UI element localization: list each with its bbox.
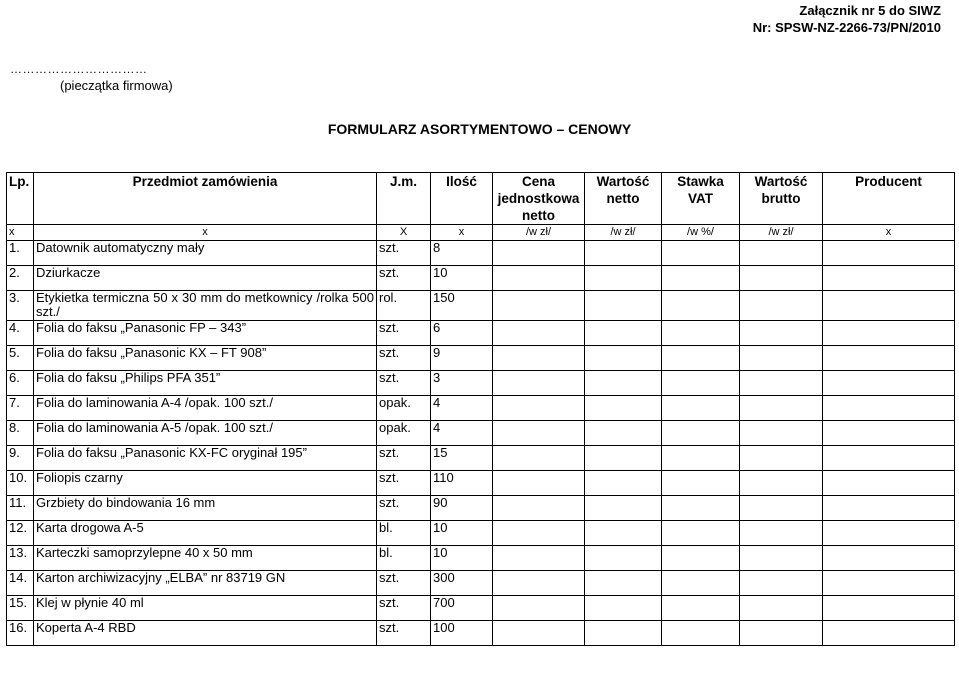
row-item: Folia do faksu „Panasonic FP – 343” (34, 321, 377, 346)
col-header-unit: J.m. (377, 173, 431, 225)
row-vat (662, 446, 740, 471)
row-producer (823, 596, 955, 621)
row-item: Klej w płynie 40 ml (34, 596, 377, 621)
table-row (7, 621, 955, 646)
row-gross-value (740, 496, 823, 521)
row-net-value (585, 266, 662, 291)
row-producer (823, 521, 955, 546)
row-lp: 10. (7, 471, 34, 496)
table-row (7, 421, 955, 446)
row-item: Karta drogowa A-5 (34, 521, 377, 546)
row-gross-value (740, 446, 823, 471)
row-unit: szt. (377, 266, 431, 291)
row-net-value (585, 471, 662, 496)
row-net-value (585, 371, 662, 396)
reference-number: Nr: SPSW-NZ-2266-73/PN/2010 (752, 20, 941, 35)
row-producer (823, 266, 955, 291)
row-unit-price (493, 321, 585, 346)
row-qty: 10 (431, 521, 493, 546)
row-unit: opak. (377, 396, 431, 421)
row-qty: 15 (431, 446, 493, 471)
row-vat (662, 291, 740, 321)
row-vat (662, 546, 740, 571)
row-unit: szt. (377, 596, 431, 621)
row-unit-price (493, 266, 585, 291)
unit-cell: X (377, 225, 431, 241)
row-unit-price (493, 421, 585, 446)
row-qty: 3 (431, 371, 493, 396)
row-unit-price (493, 446, 585, 471)
col-header-lp: Lp. (7, 173, 34, 225)
table-row (7, 291, 955, 321)
stamp-label: (pieczątka firmowa) (60, 78, 173, 93)
col-header-qty: Ilość (431, 173, 493, 225)
row-net-value (585, 291, 662, 321)
row-qty: 4 (431, 396, 493, 421)
row-unit: opak. (377, 421, 431, 446)
row-lp: 13. (7, 546, 34, 571)
stamp-dots: …………………………… (10, 62, 148, 76)
row-item: Grzbiety do bindowania 16 mm (34, 496, 377, 521)
row-producer (823, 346, 955, 371)
row-lp: 5. (7, 346, 34, 371)
row-unit-price (493, 521, 585, 546)
row-lp: 9. (7, 446, 34, 471)
row-lp: 1. (7, 241, 34, 266)
row-unit: szt. (377, 371, 431, 396)
table-row (7, 371, 955, 396)
row-qty: 300 (431, 571, 493, 596)
unit-cell: /w zł/ (585, 225, 662, 241)
row-vat (662, 496, 740, 521)
row-gross-value (740, 471, 823, 496)
row-lp: 16. (7, 621, 34, 646)
row-gross-value (740, 421, 823, 446)
row-vat (662, 266, 740, 291)
row-producer (823, 546, 955, 571)
form-title: FORMULARZ ASORTYMENTOWO – CENOWY (327, 121, 632, 137)
document-header (753, 2, 941, 36)
col-header-vat: Stawka VAT (662, 173, 740, 225)
row-net-value (585, 496, 662, 521)
row-producer (823, 446, 955, 471)
table-row (7, 446, 955, 471)
row-unit: rol. (377, 291, 431, 321)
row-unit: szt. (377, 446, 431, 471)
price-form-table (6, 172, 955, 646)
unit-cell: /w zł/ (493, 225, 585, 241)
unit-cell: x (431, 225, 493, 241)
row-unit: szt. (377, 321, 431, 346)
row-producer (823, 621, 955, 646)
row-unit: szt. (377, 241, 431, 266)
row-vat (662, 571, 740, 596)
row-net-value (585, 396, 662, 421)
row-net-value (585, 521, 662, 546)
row-producer (823, 321, 955, 346)
table-row (7, 241, 955, 266)
row-gross-value (740, 396, 823, 421)
table-row (7, 596, 955, 621)
row-qty: 110 (431, 471, 493, 496)
row-qty: 6 (431, 321, 493, 346)
row-vat (662, 621, 740, 646)
col-header-item: Przedmiot zamówienia (34, 173, 377, 225)
row-producer (823, 396, 955, 421)
row-unit-price (493, 241, 585, 266)
col-header-gross-value: Wartość brutto (740, 173, 823, 225)
row-unit-price (493, 346, 585, 371)
row-qty: 10 (431, 266, 493, 291)
row-producer (823, 241, 955, 266)
row-vat (662, 471, 740, 496)
row-net-value (585, 446, 662, 471)
table-row (7, 346, 955, 371)
row-lp: 7. (7, 396, 34, 421)
row-gross-value (740, 346, 823, 371)
row-qty: 10 (431, 546, 493, 571)
row-lp: 2. (7, 266, 34, 291)
table-row (7, 396, 955, 421)
row-gross-value (740, 266, 823, 291)
table-header-row (7, 173, 955, 225)
unit-cell: x (34, 225, 377, 241)
row-unit-price (493, 546, 585, 571)
row-producer (823, 571, 955, 596)
row-unit-price (493, 596, 585, 621)
row-item: Karton archiwizacyjny „ELBA” nr 83719 GN (34, 571, 377, 596)
row-lp: 3. (7, 291, 34, 321)
row-unit: szt. (377, 346, 431, 371)
row-unit-price (493, 496, 585, 521)
row-vat (662, 241, 740, 266)
row-item: Etykietka termiczna 50 x 30 mm do metkownicy /rolka 500 szt./ (34, 291, 377, 321)
row-net-value (585, 571, 662, 596)
row-lp: 11. (7, 496, 34, 521)
table-row (7, 266, 955, 291)
table-row (7, 471, 955, 496)
row-vat (662, 321, 740, 346)
row-unit-price (493, 291, 585, 321)
unit-cell: /w zł/ (740, 225, 823, 241)
row-gross-value (740, 371, 823, 396)
row-gross-value (740, 521, 823, 546)
col-header-unit-price: Cena jednostkowa netto (493, 173, 585, 225)
row-producer (823, 421, 955, 446)
row-producer (823, 471, 955, 496)
unit-cell: /w %/ (662, 225, 740, 241)
row-lp: 15. (7, 596, 34, 621)
row-item: Folia do laminowania A-4 /opak. 100 szt./ (34, 396, 377, 421)
row-qty: 8 (431, 241, 493, 266)
row-unit: bl. (377, 546, 431, 571)
row-item: Folia do faksu „Panasonic KX – FT 908” (34, 346, 377, 371)
row-vat (662, 421, 740, 446)
row-qty: 700 (431, 596, 493, 621)
table-row (7, 571, 955, 596)
row-unit: szt. (377, 621, 431, 646)
row-item: Datownik automatyczny mały (34, 241, 377, 266)
row-net-value (585, 346, 662, 371)
row-gross-value (740, 321, 823, 346)
row-unit: szt. (377, 471, 431, 496)
row-unit-price (493, 571, 585, 596)
row-vat (662, 396, 740, 421)
row-unit-price (493, 471, 585, 496)
row-qty: 150 (431, 291, 493, 321)
col-header-producer: Producent (823, 173, 955, 225)
row-qty: 90 (431, 496, 493, 521)
row-qty: 9 (431, 346, 493, 371)
table-row (7, 321, 955, 346)
row-qty: 4 (431, 421, 493, 446)
row-producer (823, 291, 955, 321)
row-vat (662, 521, 740, 546)
row-vat (662, 596, 740, 621)
row-net-value (585, 421, 662, 446)
unit-cell: x (823, 225, 955, 241)
row-unit-price (493, 621, 585, 646)
row-gross-value (740, 241, 823, 266)
row-gross-value (740, 596, 823, 621)
table-units-row (7, 225, 955, 241)
row-item: Foliopis czarny (34, 471, 377, 496)
row-producer (823, 496, 955, 521)
row-lp: 6. (7, 371, 34, 396)
table-row (7, 521, 955, 546)
attachment-label: Załącznik nr 5 do SIWZ (799, 3, 941, 18)
row-gross-value (740, 291, 823, 321)
row-item: Dziurkacze (34, 266, 377, 291)
row-unit: szt. (377, 496, 431, 521)
row-qty: 100 (431, 621, 493, 646)
row-item: Folia do laminowania A-5 /opak. 100 szt./ (34, 421, 377, 446)
row-lp: 14. (7, 571, 34, 596)
unit-cell: x (7, 225, 34, 241)
row-net-value (585, 546, 662, 571)
row-unit: szt. (377, 571, 431, 596)
row-producer (823, 371, 955, 396)
row-item: Koperta A-4 RBD (34, 621, 377, 646)
row-gross-value (740, 546, 823, 571)
row-unit-price (493, 396, 585, 421)
row-net-value (585, 596, 662, 621)
row-gross-value (740, 621, 823, 646)
row-net-value (585, 321, 662, 346)
row-lp: 12. (7, 521, 34, 546)
row-gross-value (740, 571, 823, 596)
table-row (7, 496, 955, 521)
row-lp: 8. (7, 421, 34, 446)
table-row (7, 546, 955, 571)
row-vat (662, 371, 740, 396)
row-unit-price (493, 371, 585, 396)
col-header-net-value: Wartość netto (585, 173, 662, 225)
row-net-value (585, 241, 662, 266)
row-lp: 4. (7, 321, 34, 346)
row-item: Karteczki samoprzylepne 40 x 50 mm (34, 546, 377, 571)
row-net-value (585, 621, 662, 646)
row-item: Folia do faksu „Panasonic KX-FC oryginał 195” (34, 446, 377, 471)
row-item: Folia do faksu „Philips PFA 351” (34, 371, 377, 396)
row-unit: bl. (377, 521, 431, 546)
row-vat (662, 346, 740, 371)
